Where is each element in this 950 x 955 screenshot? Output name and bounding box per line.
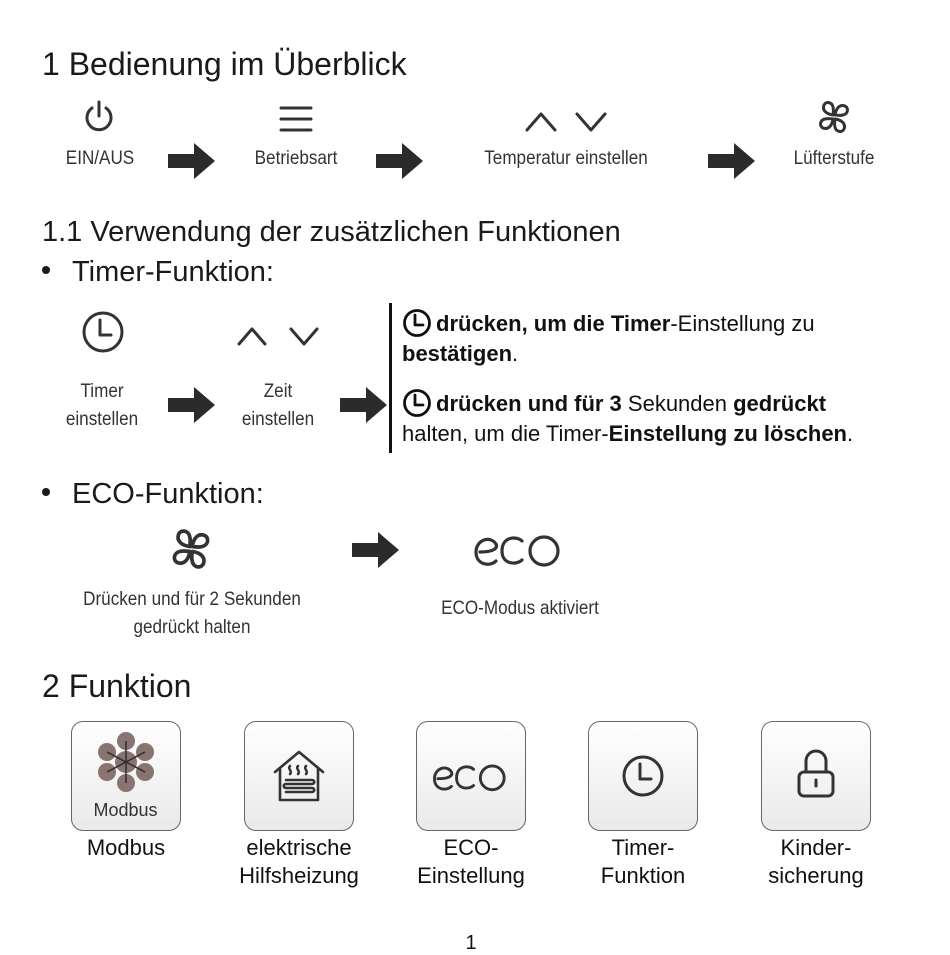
house-heating-icon bbox=[271, 748, 327, 804]
tile-label-child-lock: Kinder- sicherung bbox=[768, 835, 864, 888]
timer-step-label: Timer einstellen bbox=[65, 381, 139, 430]
bullet-timer: Timer-Funktion: bbox=[42, 256, 274, 289]
arrow-icon bbox=[376, 141, 424, 181]
clock-icon bbox=[402, 308, 432, 338]
clock-icon bbox=[620, 753, 666, 799]
auxiliary-heating-tile[interactable] bbox=[244, 721, 354, 831]
tile-label-eco: ECO- Einstellung bbox=[417, 835, 525, 888]
up-down-icon bbox=[236, 322, 322, 348]
eco-step-label: Drücken und für 2 Sekunden gedrückt halten bbox=[83, 589, 301, 638]
tile-label-heating: elektrische Hilfsheizung bbox=[239, 835, 359, 888]
step-label-mode: Betriebsart bbox=[254, 148, 338, 169]
power-icon bbox=[80, 98, 118, 136]
bullet-eco: ECO-Funktion: bbox=[42, 478, 264, 511]
eco-setting-tile[interactable] bbox=[416, 721, 526, 831]
divider bbox=[389, 303, 392, 453]
step-label-temperature: Temperatur einstellen bbox=[484, 148, 648, 169]
lock-icon bbox=[795, 748, 837, 802]
fan-icon bbox=[816, 100, 852, 134]
section-title-functions: 2 Funktion bbox=[42, 668, 192, 704]
section-title-overview: 1 Bedienung im Überblick bbox=[42, 46, 407, 82]
timer-function-tile[interactable] bbox=[588, 721, 698, 831]
time-step-label: Zeit einstellen bbox=[241, 381, 315, 430]
fan-icon bbox=[168, 528, 214, 570]
eco-icon bbox=[430, 760, 512, 794]
eco-mode-label: ECO-Modus aktiviert bbox=[441, 598, 599, 619]
arrow-icon bbox=[340, 385, 388, 425]
clock-icon bbox=[80, 309, 126, 355]
eco-icon bbox=[472, 530, 566, 570]
section-title-extra: 1.1 Verwendung der zusätzlichen Funktionen bbox=[42, 216, 621, 248]
up-down-icon bbox=[524, 108, 608, 134]
step-label-power: EIN/AUS bbox=[65, 148, 135, 169]
modbus-tile[interactable] bbox=[71, 721, 181, 831]
timer-confirm-text: drücken, um die Timer-Einstellung zu bestätigen. bbox=[402, 308, 815, 369]
modbus-icon bbox=[92, 730, 160, 794]
tile-label-modbus: Modbus bbox=[86, 835, 166, 860]
step-label-fan: Lüfterstufe bbox=[793, 148, 875, 169]
arrow-icon bbox=[168, 385, 216, 425]
arrow-icon bbox=[352, 530, 400, 570]
child-lock-tile[interactable] bbox=[761, 721, 871, 831]
page-number: 1 bbox=[465, 932, 477, 954]
arrow-icon bbox=[168, 141, 216, 181]
modbus-badge: Modbus bbox=[93, 800, 158, 820]
clock-icon bbox=[402, 388, 432, 418]
tile-label-timer: Timer- Funktion bbox=[600, 835, 686, 888]
arrow-icon bbox=[708, 141, 756, 181]
timer-delete-text: drücken und für 3 Sekunden gedrückt halten, um die Timer-Einstellung zu löschen. bbox=[402, 388, 853, 449]
menu-icon bbox=[278, 104, 314, 134]
